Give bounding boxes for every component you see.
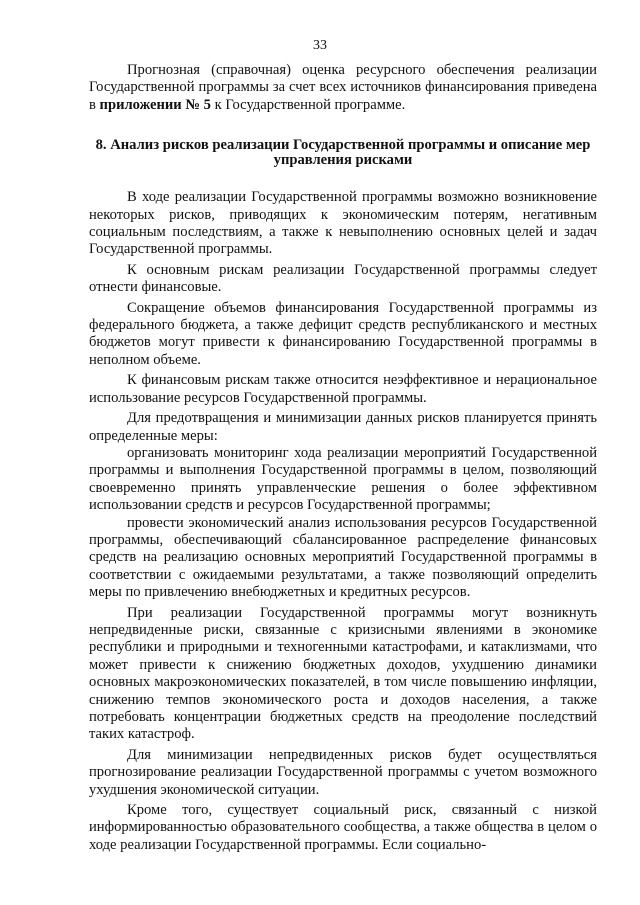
paragraph-monitoring: организовать мониторинг хода реализации мероприятий Государственной программы и выполнения Государственной программы в целом, позволяющий своевременно принять управленческие решения о более эффективном использовании средств и ресурсов Государственной программы; [89, 444, 597, 514]
paragraph-economic-analysis: провести экономический анализ использования ресурсов Государственной программы, обеспечивающий сбалансированное распределение финансовых средств на реализацию основных мероприятий Государственной программы в соответствии с ожидаемыми результатами, а также позволяющий определить меры по привлечению внебюджетных и кредитных ресурсов. [89, 514, 597, 601]
page-content [89, 62, 597, 854]
intro-paragraph [89, 62, 597, 114]
paragraph-measures-intro: Для предотвращения и минимизации данных рисков планируется принять определенные меры: [89, 410, 597, 444]
section-heading: 8. Анализ рисков реализации Государственной программы и описание мер управления рисками [95, 137, 591, 169]
page-number: 33 [313, 38, 327, 53]
paragraph-inefficient-use: К финансовым рискам также относится неэффективное и нерациональное использование ресурсов Государственной программы. [89, 372, 597, 406]
intro-text-after: к Государственной программе. [210, 96, 406, 113]
paragraph-main-risks: К основным рискам реализации Государственной программы следует отнести финансовые. [89, 261, 597, 296]
paragraph-social-risk: Кроме того, существует социальный риск, связанный с низкой информированностью образовательного сообщества, а также общества в целом о ходе реализации Государственной программы. Если социально- [89, 802, 597, 853]
paragraph-forecasting: Для минимизации непредвиденных рисков будет осуществляться прогнозирование реализации Государственной программы с учетом возможного ухудшения экономической ситуации. [89, 746, 597, 798]
paragraph-unforeseen-risks: При реализации Государственной программы могут возникнуть непредвиденные риски, связанные с кризисными явлениями в экономике республики и природными и техногенными катастрофами, и катаклизмами, что может привести к снижению бюджетных доходов, ухудшению динамики основных макроэкономических показателей, в том числе повышению инфляции, снижению темпов экономического роста и доходов населения, а также потребовать концентрации бюджетных средств на преодоление последствий таких катастроф. [89, 604, 597, 743]
intro-text-before: Прогнозная (справочная) оценка ресурсного обеспечения реализации Государственной программы за счет всех источников финансирования приведена в [89, 62, 597, 113]
paragraph-risks-intro: В ходе реализации Государственной программы возможно возникновение некоторых рисков, приводящих к экономическим потерям, негативным социальным последствиям, а также к невыполнению основных целей и задач Государственной программы. [89, 189, 597, 258]
paragraph-funding-cuts: Сокращение объемов финансирования Государственной программы из федерального бюджета, а также дефицит средств республиканского и местных бюджетов могут привести к финансированию Государственной программы в неполном объеме. [89, 299, 597, 368]
appendix-reference: приложении № 5 [99, 96, 211, 113]
